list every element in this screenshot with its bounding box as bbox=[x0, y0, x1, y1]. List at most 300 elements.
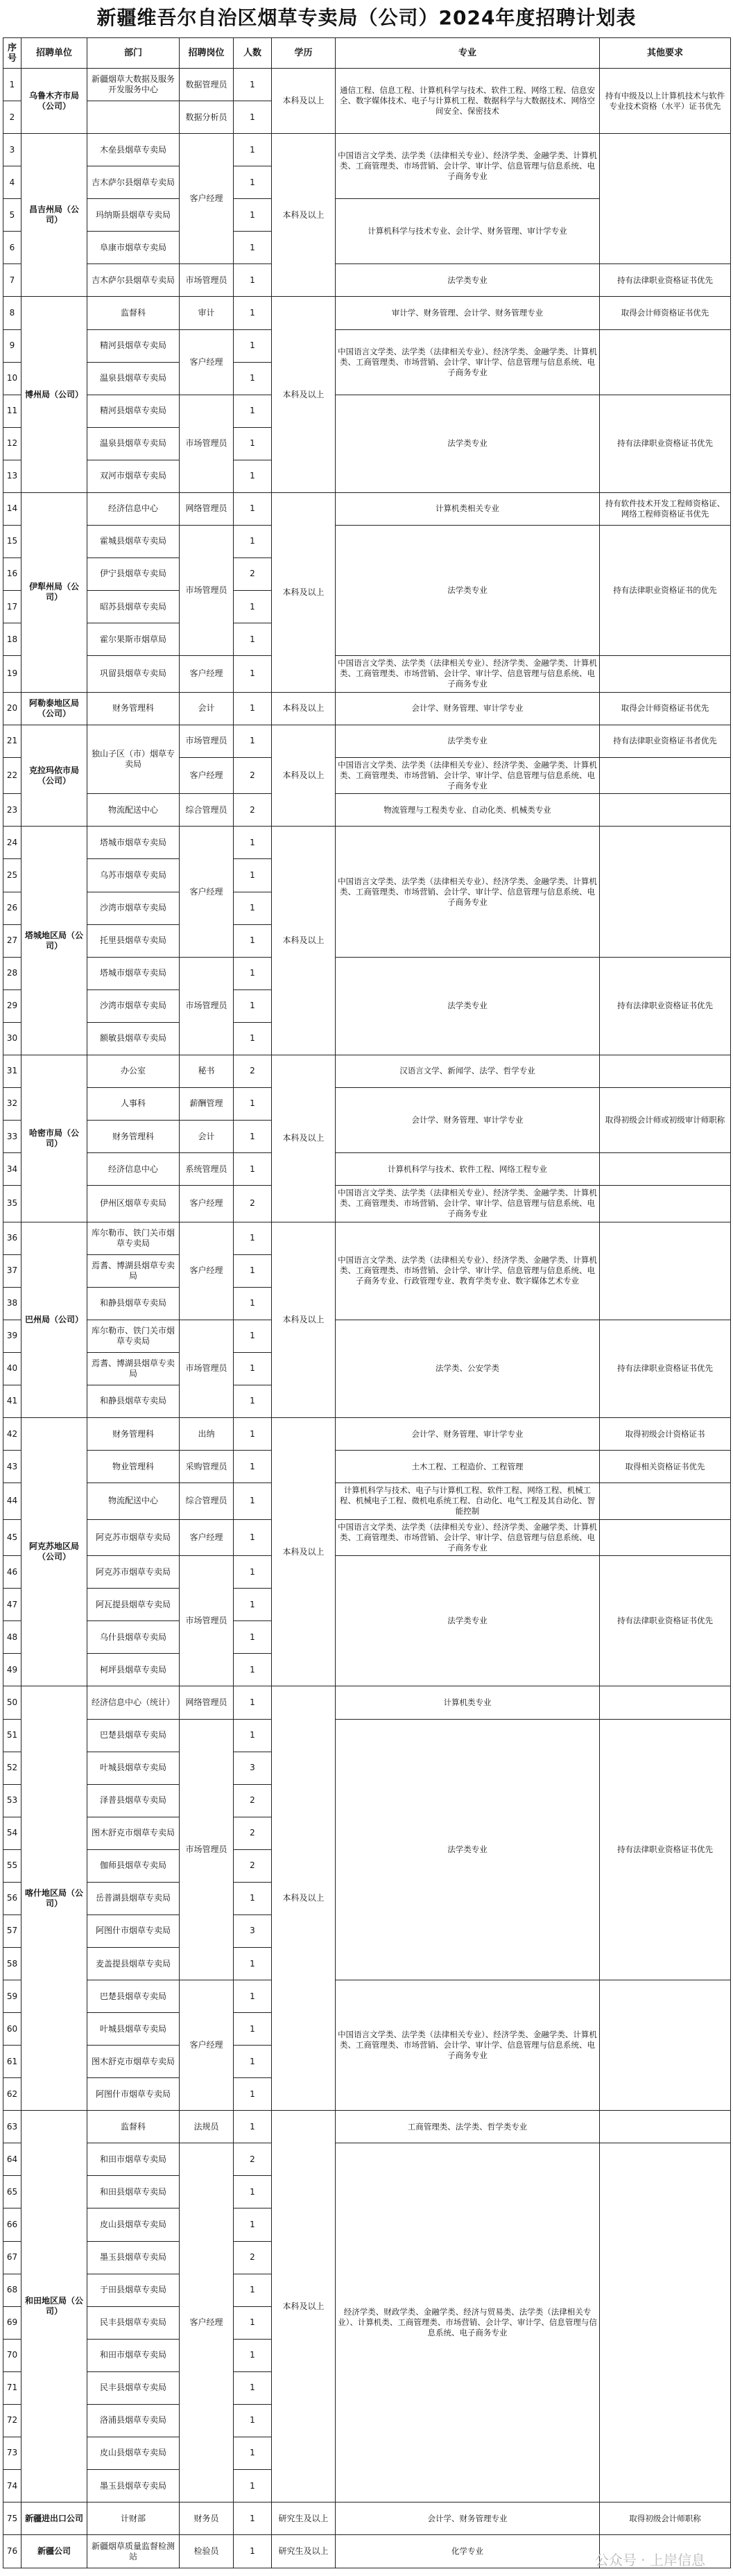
num-cell: 1 bbox=[234, 1153, 272, 1186]
table-row bbox=[3, 656, 731, 693]
seq-cell: 53 bbox=[3, 1784, 21, 1817]
unit-cell: 哈密市局（公司） bbox=[21, 1055, 87, 1222]
seq-cell: 51 bbox=[3, 1719, 21, 1752]
seq-cell: 17 bbox=[3, 591, 21, 623]
major-cell: 法学类专业 bbox=[336, 1719, 600, 1980]
dept-cell: 柯坪县烟草专卖局 bbox=[87, 1654, 180, 1686]
seq-cell: 65 bbox=[3, 2176, 21, 2208]
other-cell bbox=[600, 1686, 731, 1719]
num-cell: 1 bbox=[234, 297, 272, 329]
num-cell: 1 bbox=[234, 166, 272, 199]
seq-cell: 68 bbox=[3, 2274, 21, 2306]
other-cell: 取得初级会计资格证书 bbox=[600, 1418, 731, 1451]
seq-cell: 21 bbox=[3, 725, 21, 757]
table-row bbox=[3, 1483, 731, 1520]
other-cell bbox=[600, 794, 731, 827]
table-row bbox=[3, 2502, 731, 2535]
seq-cell: 70 bbox=[3, 2339, 21, 2371]
num-cell: 1 bbox=[234, 2437, 272, 2469]
num-cell: 1 bbox=[234, 492, 272, 525]
table-row bbox=[3, 297, 731, 329]
major-cell: 法学类专业 bbox=[336, 525, 600, 655]
table-row bbox=[3, 1686, 731, 1719]
dept-cell: 财务管理科 bbox=[87, 1418, 180, 1451]
dept-cell: 经济信息中心 bbox=[87, 1153, 180, 1186]
seq-cell: 52 bbox=[3, 1752, 21, 1784]
other-cell: 持有法律职业资格证书优先 bbox=[600, 395, 731, 492]
header-cell: 招聘单位 bbox=[21, 38, 87, 69]
num-cell: 1 bbox=[234, 1621, 272, 1654]
dept-cell: 焉耆、博湖县烟草专卖局 bbox=[87, 1352, 180, 1385]
num-cell: 1 bbox=[234, 725, 272, 757]
num-cell: 1 bbox=[234, 1352, 272, 1385]
seq-cell: 5 bbox=[3, 199, 21, 232]
post-cell: 市场管理员 bbox=[180, 1719, 234, 1980]
table-row bbox=[3, 1186, 731, 1222]
unit-cell: 新疆进出口公司 bbox=[21, 2502, 87, 2535]
major-cell: 物流管理与工程类专业、自动化类、机械类专业 bbox=[336, 794, 600, 827]
seq-cell: 75 bbox=[3, 2502, 21, 2535]
seq-cell: 73 bbox=[3, 2437, 21, 2469]
dept-cell: 人事科 bbox=[87, 1087, 180, 1120]
table-row bbox=[3, 1451, 731, 1483]
header-cell: 部门 bbox=[87, 38, 180, 69]
seq-cell: 49 bbox=[3, 1654, 21, 1686]
dept-cell: 新疆烟草质量监督检测站 bbox=[87, 2535, 180, 2568]
num-cell: 1 bbox=[234, 924, 272, 957]
major-cell: 化学专业 bbox=[336, 2535, 600, 2568]
seq-cell: 37 bbox=[3, 1254, 21, 1287]
dept-cell: 和田县烟草专卖局 bbox=[87, 2176, 180, 2208]
dept-cell: 阿瓦提县烟草专卖局 bbox=[87, 1589, 180, 1621]
seq-cell: 12 bbox=[3, 427, 21, 460]
seq-cell: 54 bbox=[3, 1817, 21, 1849]
post-cell: 客户经理 bbox=[180, 827, 234, 957]
num-cell: 1 bbox=[234, 395, 272, 427]
num-cell: 1 bbox=[234, 69, 272, 101]
dept-cell: 独山子区（市）烟草专卖局 bbox=[87, 725, 180, 794]
major-cell: 计算机类专业 bbox=[336, 1686, 600, 1719]
dept-cell: 吉木萨尔县烟草专卖局 bbox=[87, 264, 180, 297]
unit-cell: 伊犁州局（公司） bbox=[21, 492, 87, 692]
post-cell: 市场管理员 bbox=[180, 395, 234, 492]
post-cell: 数据管理员 bbox=[180, 69, 234, 101]
other-cell: 持有法律职业资格证书优先 bbox=[600, 957, 731, 1055]
dept-cell: 乌什县烟草专卖局 bbox=[87, 1621, 180, 1654]
num-cell: 3 bbox=[234, 1914, 272, 1947]
table-row bbox=[3, 1222, 731, 1254]
table-row bbox=[3, 1087, 731, 1120]
num-cell: 2 bbox=[234, 794, 272, 827]
unit-cell: 和田地区局（公司） bbox=[21, 2111, 87, 2502]
major-cell: 中国语言文学类、法学类（法律相关专业）、经济学类、金融学类、计算机类、工商管理类、市场营销、会计学、审计学、信息管理与信息系统、电子商务专业 bbox=[336, 1980, 600, 2111]
seq-cell: 30 bbox=[3, 1022, 21, 1055]
post-cell: 检验员 bbox=[180, 2535, 234, 2568]
dept-cell: 温泉县烟草专卖局 bbox=[87, 362, 180, 395]
header-cell: 招聘岗位 bbox=[180, 38, 234, 69]
seq-cell: 16 bbox=[3, 557, 21, 590]
major-cell: 计算机科学与技术、软件工程、网络工程专业 bbox=[336, 1153, 600, 1186]
seq-cell: 31 bbox=[3, 1055, 21, 1087]
seq-cell: 57 bbox=[3, 1914, 21, 1947]
num-cell: 1 bbox=[234, 892, 272, 924]
seq-cell: 58 bbox=[3, 1947, 21, 1980]
num-cell: 1 bbox=[234, 827, 272, 859]
unit-cell: 新疆公司 bbox=[21, 2535, 87, 2568]
edu-cell: 本科及以上 bbox=[272, 297, 336, 492]
header-cell: 其他要求 bbox=[600, 38, 731, 69]
other-cell bbox=[600, 1980, 731, 2111]
dept-cell: 经济信息中心 bbox=[87, 492, 180, 525]
table-row bbox=[3, 69, 731, 101]
seq-cell: 43 bbox=[3, 1451, 21, 1483]
other-cell bbox=[600, 1186, 731, 1222]
seq-cell: 27 bbox=[3, 924, 21, 957]
num-cell: 1 bbox=[234, 1451, 272, 1483]
other-cell: 取得会计师资格证书优先 bbox=[600, 692, 731, 725]
seq-cell: 63 bbox=[3, 2111, 21, 2143]
other-cell bbox=[600, 1153, 731, 1186]
dept-cell: 库尔勒市、铁门关市烟草专卖局 bbox=[87, 1222, 180, 1254]
major-cell: 中国语言文学类、法学类（法律相关专业）、经济学类、金融学类、计算机类、工商管理类、市场营销、会计学、审计学、信息管理与信息系统、电子商务专业 bbox=[336, 329, 600, 395]
seq-cell: 8 bbox=[3, 297, 21, 329]
seq-cell: 44 bbox=[3, 1483, 21, 1520]
table-row bbox=[3, 692, 731, 725]
num-cell: 1 bbox=[234, 989, 272, 1022]
unit-cell: 克拉玛依市局（公司） bbox=[21, 725, 87, 827]
num-cell: 1 bbox=[234, 2111, 272, 2143]
unit-cell: 博州局（公司） bbox=[21, 297, 87, 492]
num-cell: 1 bbox=[234, 1947, 272, 1980]
post-cell: 客户经理 bbox=[180, 1519, 234, 1556]
seq-cell: 34 bbox=[3, 1153, 21, 1186]
table-row bbox=[3, 329, 731, 362]
num-cell: 1 bbox=[234, 2078, 272, 2111]
seq-cell: 1 bbox=[3, 69, 21, 101]
edu-cell: 本科及以上 bbox=[272, 827, 336, 1055]
other-cell bbox=[600, 134, 731, 264]
num-cell: 1 bbox=[234, 525, 272, 557]
table-row bbox=[3, 395, 731, 427]
num-cell: 1 bbox=[234, 1519, 272, 1556]
dept-cell: 洛浦县烟草专卖局 bbox=[87, 2404, 180, 2437]
other-cell: 取得初级会计师职称 bbox=[600, 2502, 731, 2535]
major-cell: 工商管理类、法学类、哲学类专业 bbox=[336, 2111, 600, 2143]
dept-cell: 库尔勒市、铁门关市烟草专卖局 bbox=[87, 1320, 180, 1352]
seq-cell: 40 bbox=[3, 1352, 21, 1385]
major-cell: 会计学、财务管理、审计学专业 bbox=[336, 692, 600, 725]
major-cell: 土木工程、工程造价、工程管理 bbox=[336, 1451, 600, 1483]
num-cell: 1 bbox=[234, 692, 272, 725]
num-cell: 1 bbox=[234, 2469, 272, 2502]
table-row bbox=[3, 1153, 731, 1186]
unit-cell: 塔城地区局（公司） bbox=[21, 827, 87, 1055]
major-cell: 经济学类、财政学类、金融学类、经济与贸易类、法学类（法律相关专业）、计算机类、工商管理类、市场营销、会计学、审计学、信息管理与信息系统、电子商务专业 bbox=[336, 2143, 600, 2502]
other-cell: 取得相关资格证书优先 bbox=[600, 1451, 731, 1483]
num-cell: 1 bbox=[234, 1254, 272, 1287]
dept-cell: 和田市烟草专卖局 bbox=[87, 2143, 180, 2176]
dept-cell: 皮山县烟草专卖局 bbox=[87, 2437, 180, 2469]
post-cell: 会计 bbox=[180, 1120, 234, 1152]
seq-cell: 64 bbox=[3, 2143, 21, 2176]
dept-cell: 皮山县烟草专卖局 bbox=[87, 2208, 180, 2241]
dept-cell: 阜康市烟草专卖局 bbox=[87, 232, 180, 264]
seq-cell: 19 bbox=[3, 656, 21, 693]
seq-cell: 35 bbox=[3, 1186, 21, 1222]
major-cell: 通信工程、信息工程、计算机科学与技术、软件工程、网络工程、信息安全、数字媒体技术、电子与计算机工程、数据科学与大数据技术、网络空间安全、保密技术 bbox=[336, 69, 600, 134]
num-cell: 2 bbox=[234, 2143, 272, 2176]
num-cell: 1 bbox=[234, 1287, 272, 1320]
dept-cell: 焉耆、博湖县烟草专卖局 bbox=[87, 1254, 180, 1287]
seq-cell: 33 bbox=[3, 1120, 21, 1152]
seq-cell: 39 bbox=[3, 1320, 21, 1352]
major-cell: 会计学、财务管理、审计学专业 bbox=[336, 1087, 600, 1152]
num-cell: 2 bbox=[234, 1817, 272, 1849]
table-row bbox=[3, 134, 731, 166]
major-cell: 中国语言文学类、法学类（法律相关专业）、经济学类、金融学类、计算机类、工商管理类、市场营销、会计学、审计学、信息管理与信息系统、电子商务专业 bbox=[336, 656, 600, 693]
major-cell: 中国语言文学类、法学类（法律相关专业）、经济学类、金融学类、计算机类、工商管理类、市场营销、会计学、审计学、信息管理与信息系统、电子商务专业 bbox=[336, 757, 600, 794]
unit-cell: 乌鲁木齐市局（公司） bbox=[21, 69, 87, 134]
table-row bbox=[3, 525, 731, 557]
dept-cell: 托里县烟草专卖局 bbox=[87, 924, 180, 957]
table-row bbox=[3, 1980, 731, 2013]
dept-cell: 木垒县烟草专卖局 bbox=[87, 134, 180, 166]
dept-cell: 巴楚县烟草专卖局 bbox=[87, 1719, 180, 1752]
table-row bbox=[3, 1320, 731, 1352]
num-cell: 1 bbox=[234, 1320, 272, 1352]
dept-cell: 财务管理科 bbox=[87, 692, 180, 725]
table-row bbox=[3, 794, 731, 827]
other-cell: 持有法律职业资格证书者优先 bbox=[600, 725, 731, 757]
num-cell: 3 bbox=[234, 1752, 272, 1784]
header-cell: 人数 bbox=[234, 38, 272, 69]
num-cell: 2 bbox=[234, 757, 272, 794]
post-cell: 数据分析员 bbox=[180, 101, 234, 134]
other-cell bbox=[600, 329, 731, 395]
table-row bbox=[3, 2143, 731, 2176]
post-cell: 市场管理员 bbox=[180, 264, 234, 297]
other-cell: 持有法律职业资格证书优先 bbox=[600, 1556, 731, 1686]
seq-cell: 29 bbox=[3, 989, 21, 1022]
dept-cell: 乌苏市烟草专卖局 bbox=[87, 859, 180, 892]
seq-cell: 67 bbox=[3, 2241, 21, 2274]
table-row bbox=[3, 827, 731, 859]
seq-cell: 13 bbox=[3, 460, 21, 492]
num-cell: 1 bbox=[234, 2535, 272, 2568]
dept-cell: 图木舒克市烟草专卖局 bbox=[87, 1817, 180, 1849]
table-row bbox=[3, 957, 731, 989]
num-cell: 2 bbox=[234, 1849, 272, 1882]
num-cell: 1 bbox=[234, 1719, 272, 1752]
num-cell: 1 bbox=[234, 2013, 272, 2046]
num-cell: 1 bbox=[234, 1087, 272, 1120]
post-cell: 出纳 bbox=[180, 1418, 234, 1451]
major-cell: 计算机科学与技术、电子与计算机工程、软件工程、网络工程、机械工程、机械电子工程、微机电系统工程、自动化、电气工程及其自动化、智能控制 bbox=[336, 1483, 600, 1520]
seq-cell: 9 bbox=[3, 329, 21, 362]
seq-cell: 24 bbox=[3, 827, 21, 859]
post-cell: 客户经理 bbox=[180, 656, 234, 693]
post-cell: 采购管理员 bbox=[180, 1451, 234, 1483]
num-cell: 1 bbox=[234, 1222, 272, 1254]
num-cell: 1 bbox=[234, 1385, 272, 1417]
unit-cell: 巴州局（公司） bbox=[21, 1222, 87, 1417]
seq-cell: 10 bbox=[3, 362, 21, 395]
num-cell: 1 bbox=[234, 623, 272, 656]
num-cell: 2 bbox=[234, 1186, 272, 1222]
num-cell: 1 bbox=[234, 2502, 272, 2535]
post-cell: 市场管理员 bbox=[180, 1320, 234, 1417]
seq-cell: 45 bbox=[3, 1519, 21, 1556]
seq-cell: 20 bbox=[3, 692, 21, 725]
seq-cell: 60 bbox=[3, 2013, 21, 2046]
dept-cell: 塔城市烟草专卖局 bbox=[87, 827, 180, 859]
dept-cell: 墨玉县烟草专卖局 bbox=[87, 2469, 180, 2502]
num-cell: 1 bbox=[234, 460, 272, 492]
dept-cell: 双河市烟草专卖局 bbox=[87, 460, 180, 492]
num-cell: 1 bbox=[234, 1980, 272, 2013]
other-cell bbox=[600, 2143, 731, 2502]
dept-cell: 于田县烟草专卖局 bbox=[87, 2274, 180, 2306]
post-cell: 法规员 bbox=[180, 2111, 234, 2143]
dept-cell: 墨玉县烟草专卖局 bbox=[87, 2241, 180, 2274]
other-cell: 持有中级及以上计算机技术与软件专业技术资格（水平）证书优先 bbox=[600, 69, 731, 134]
dept-cell: 精河县烟草专卖局 bbox=[87, 329, 180, 362]
num-cell: 1 bbox=[234, 134, 272, 166]
num-cell: 1 bbox=[234, 656, 272, 693]
seq-cell: 61 bbox=[3, 2046, 21, 2078]
num-cell: 1 bbox=[234, 1120, 272, 1152]
post-cell: 薪酬管理 bbox=[180, 1087, 234, 1120]
watermark: 公众号 · 上岸信息 bbox=[594, 2552, 705, 2568]
post-cell: 客户经理 bbox=[180, 2143, 234, 2502]
num-cell: 1 bbox=[234, 2371, 272, 2404]
dept-cell: 经济信息中心（统计） bbox=[87, 1686, 180, 1719]
seq-cell: 4 bbox=[3, 166, 21, 199]
post-cell: 系统管理员 bbox=[180, 1153, 234, 1186]
edu-cell: 本科及以上 bbox=[272, 725, 336, 827]
dept-cell: 物业管理科 bbox=[87, 1451, 180, 1483]
other-cell: 持有软件技术开发工程师资格证、网络工程师资格证书优先 bbox=[600, 492, 731, 525]
seq-cell: 41 bbox=[3, 1385, 21, 1417]
seq-cell: 66 bbox=[3, 2208, 21, 2241]
other-cell: 持有法律职业资格证书的优先 bbox=[600, 525, 731, 655]
dept-cell: 叶城县烟草专卖局 bbox=[87, 2013, 180, 2046]
dept-cell: 巴楚县烟草专卖局 bbox=[87, 1980, 180, 2013]
dept-cell: 物流配送中心 bbox=[87, 1483, 180, 1520]
edu-cell: 本科及以上 bbox=[272, 1222, 336, 1417]
major-cell: 中国语言文学类、法学类（法律相关专业）、经济学类、金融学类、计算机类、工商管理类、市场营销、会计学、审计学、信息管理与信息系统、电子商务专业 bbox=[336, 134, 600, 199]
seq-cell: 28 bbox=[3, 957, 21, 989]
seq-cell: 76 bbox=[3, 2535, 21, 2568]
seq-cell: 18 bbox=[3, 623, 21, 656]
dept-cell: 监督科 bbox=[87, 297, 180, 329]
dept-cell: 巩留县烟草专卖局 bbox=[87, 656, 180, 693]
edu-cell: 本科及以上 bbox=[272, 69, 336, 134]
seq-cell: 14 bbox=[3, 492, 21, 525]
dept-cell: 泽普县烟草专卖局 bbox=[87, 1784, 180, 1817]
num-cell: 1 bbox=[234, 2176, 272, 2208]
header-cell: 学历 bbox=[272, 38, 336, 69]
other-cell: 持有法律职业资格证书优先 bbox=[600, 1719, 731, 1980]
edu-cell: 本科及以上 bbox=[272, 1055, 336, 1222]
major-cell: 中国语言文学类、法学类（法律相关专业）、经济学类、金融学类、计算机类、工商管理类、市场营销、会计学、审计学、信息管理与信息系统、电子商务专业 bbox=[336, 1186, 600, 1222]
seq-cell: 69 bbox=[3, 2306, 21, 2339]
major-cell: 法学类专业 bbox=[336, 725, 600, 757]
table-row bbox=[3, 1055, 731, 1087]
num-cell: 1 bbox=[234, 199, 272, 232]
seq-cell: 56 bbox=[3, 1882, 21, 1914]
major-cell: 法学类专业 bbox=[336, 264, 600, 297]
seq-cell: 6 bbox=[3, 232, 21, 264]
edu-cell: 本科及以上 bbox=[272, 1418, 336, 1686]
header-cell: 专业 bbox=[336, 38, 600, 69]
other-cell bbox=[600, 1055, 731, 1087]
post-cell: 综合管理员 bbox=[180, 1483, 234, 1520]
table-row bbox=[3, 2111, 731, 2143]
num-cell: 1 bbox=[234, 2339, 272, 2371]
dept-cell: 和静县烟草专卖局 bbox=[87, 1385, 180, 1417]
dept-cell: 和静县烟草专卖局 bbox=[87, 1287, 180, 1320]
table-row bbox=[3, 725, 731, 757]
header-cell: 序号 bbox=[3, 38, 21, 69]
num-cell: 2 bbox=[234, 2241, 272, 2274]
seq-cell: 36 bbox=[3, 1222, 21, 1254]
dept-cell: 塔城市烟草专卖局 bbox=[87, 957, 180, 989]
seq-cell: 47 bbox=[3, 1589, 21, 1621]
post-cell: 网络管理员 bbox=[180, 1686, 234, 1719]
other-cell: 持有法律职业资格证书优先 bbox=[600, 264, 731, 297]
post-cell: 财务员 bbox=[180, 2502, 234, 2535]
major-cell: 审计学、财务管理、会计学、财务管理专业 bbox=[336, 297, 600, 329]
other-cell bbox=[600, 2111, 731, 2143]
table-row bbox=[3, 492, 731, 525]
num-cell: 1 bbox=[234, 1882, 272, 1914]
major-cell: 法学类专业 bbox=[336, 957, 600, 1055]
major-cell: 法学类专业 bbox=[336, 395, 600, 492]
num-cell: 2 bbox=[234, 557, 272, 590]
dept-cell: 计财部 bbox=[87, 2502, 180, 2535]
dept-cell: 沙湾市烟草专卖局 bbox=[87, 989, 180, 1022]
num-cell: 1 bbox=[234, 1418, 272, 1451]
major-cell: 中国语言文学类、法学类（法律相关专业）、经济学类、金融学类、计算机类、工商管理类、市场营销、会计学、审计学、信息管理与信息系统、电子商务专业 bbox=[336, 827, 600, 957]
num-cell: 1 bbox=[234, 1483, 272, 1520]
table-header-row bbox=[3, 38, 731, 69]
seq-cell: 50 bbox=[3, 1686, 21, 1719]
edu-cell: 研究生及以上 bbox=[272, 2502, 336, 2535]
seq-cell: 22 bbox=[3, 757, 21, 794]
dept-cell: 阿克苏市烟草专卖局 bbox=[87, 1519, 180, 1556]
other-cell bbox=[600, 827, 731, 957]
recruitment-table bbox=[3, 37, 731, 2568]
dept-cell: 霍城县烟草专卖局 bbox=[87, 525, 180, 557]
post-cell: 客户经理 bbox=[180, 329, 234, 395]
seq-cell: 2 bbox=[3, 101, 21, 134]
post-cell: 客户经理 bbox=[180, 1222, 234, 1320]
dept-cell: 额敏县烟草专卖局 bbox=[87, 1022, 180, 1055]
dept-cell: 霍尔果斯市烟草局 bbox=[87, 623, 180, 656]
dept-cell: 图木舒克市烟草专卖局 bbox=[87, 2046, 180, 2078]
num-cell: 1 bbox=[234, 2274, 272, 2306]
dept-cell: 办公室 bbox=[87, 1055, 180, 1087]
table-row bbox=[3, 1556, 731, 1589]
dept-cell: 新疆烟草大数据及服务开发服务中心 bbox=[87, 69, 180, 101]
other-cell bbox=[600, 1222, 731, 1320]
table-body bbox=[3, 69, 731, 2568]
seq-cell: 74 bbox=[3, 2469, 21, 2502]
major-cell: 会计学、财务管理、审计学专业 bbox=[336, 1418, 600, 1451]
num-cell: 1 bbox=[234, 2208, 272, 2241]
seq-cell: 7 bbox=[3, 264, 21, 297]
